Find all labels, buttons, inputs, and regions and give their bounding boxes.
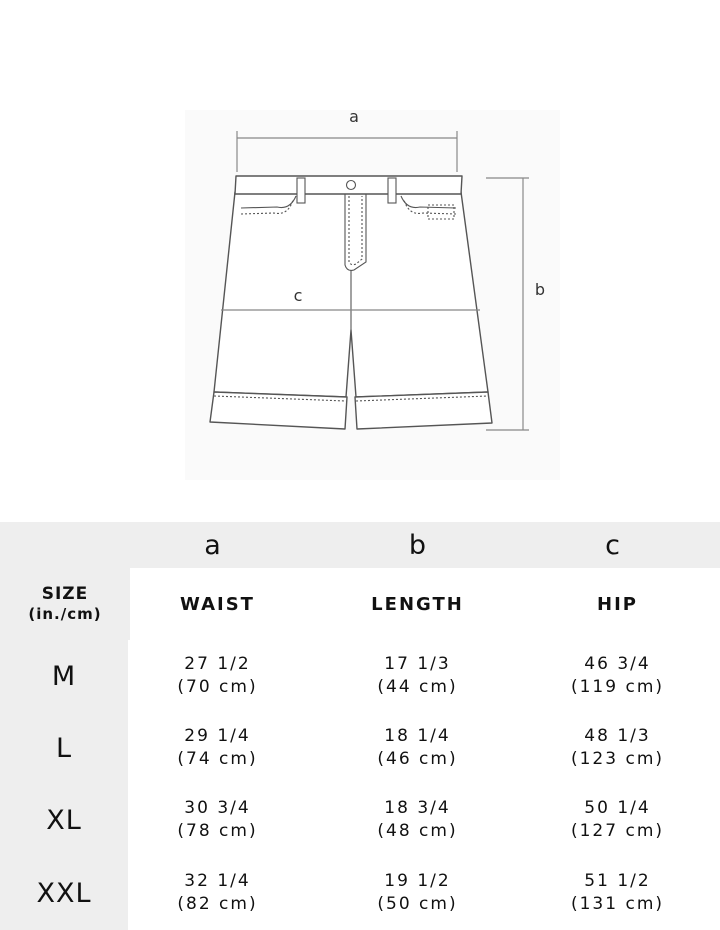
- hip-m-cm: (119 cm): [570, 677, 665, 697]
- size-label-xl: XL: [0, 784, 128, 856]
- length-m-cm: (44 cm): [377, 677, 458, 697]
- table-cell-length-m: [335, 640, 500, 712]
- table-cell-length-l: [335, 712, 500, 784]
- column-letter-b: b: [408, 529, 427, 561]
- dimension-c-label: c: [293, 286, 303, 305]
- hip-xxl-inches: 51 1/2: [584, 871, 651, 892]
- length-xl-cm: (48 cm): [377, 821, 458, 841]
- length-xxl-inches: 19 1/2: [384, 871, 451, 892]
- table-cell-hip-xxl: [535, 856, 700, 930]
- hip-l-cm: (123 cm): [570, 749, 665, 769]
- length-m-inches: 17 1/3: [384, 654, 451, 675]
- size-header-cell: [0, 568, 130, 640]
- hip-m-inches: 46 3/4: [584, 654, 651, 675]
- waist-xl-cm: (78 cm): [177, 821, 258, 841]
- length-header: LENGTH: [371, 593, 464, 615]
- waist-l-cm: (74 cm): [177, 749, 258, 769]
- size-label-l: L: [0, 712, 128, 784]
- column-letter-c: c: [605, 529, 620, 561]
- size-header-title: SIZE: [41, 584, 89, 604]
- waist-m-inches: 27 1/2: [184, 654, 251, 675]
- length-l-inches: 18 1/4: [384, 726, 451, 747]
- table-cell-hip-m: [535, 640, 700, 712]
- table-cell-hip-l: [535, 712, 700, 784]
- size-chart-table: [0, 522, 720, 930]
- size-label-xxl: XXL: [0, 856, 128, 930]
- size-header-unit: (in./cm): [28, 605, 102, 624]
- size-label-m: M: [0, 640, 128, 712]
- waist-header: WAIST: [180, 593, 255, 615]
- dimension-a-label: a: [349, 107, 359, 126]
- table-cell-length-xl: [335, 784, 500, 856]
- length-xxl-cm: (50 cm): [377, 894, 458, 914]
- dimension-b-label: b: [534, 280, 546, 299]
- table-cell-length-xxl: [335, 856, 500, 930]
- table-cell-waist-xxl: [135, 856, 300, 930]
- table-cell-waist-m: [135, 640, 300, 712]
- table-cell-waist-xl: [135, 784, 300, 856]
- hip-xl-inches: 50 1/4: [584, 798, 651, 819]
- hip-l-inches: 48 1/3: [584, 726, 651, 747]
- waist-xxl-inches: 32 1/4: [184, 871, 251, 892]
- table-cell-hip-xl: [535, 784, 700, 856]
- hip-xl-cm: (127 cm): [570, 821, 665, 841]
- table-cell-waist-l: [135, 712, 300, 784]
- hip-header: HIP: [597, 593, 638, 615]
- waist-xxl-cm: (82 cm): [177, 894, 258, 914]
- column-letter-a: a: [204, 529, 221, 561]
- waist-l-inches: 29 1/4: [184, 726, 251, 747]
- length-l-cm: (46 cm): [377, 749, 458, 769]
- length-xl-inches: 18 3/4: [384, 798, 451, 819]
- waist-xl-inches: 30 3/4: [184, 798, 251, 819]
- waist-m-cm: (70 cm): [177, 677, 258, 697]
- hip-xxl-cm: (131 cm): [570, 894, 665, 914]
